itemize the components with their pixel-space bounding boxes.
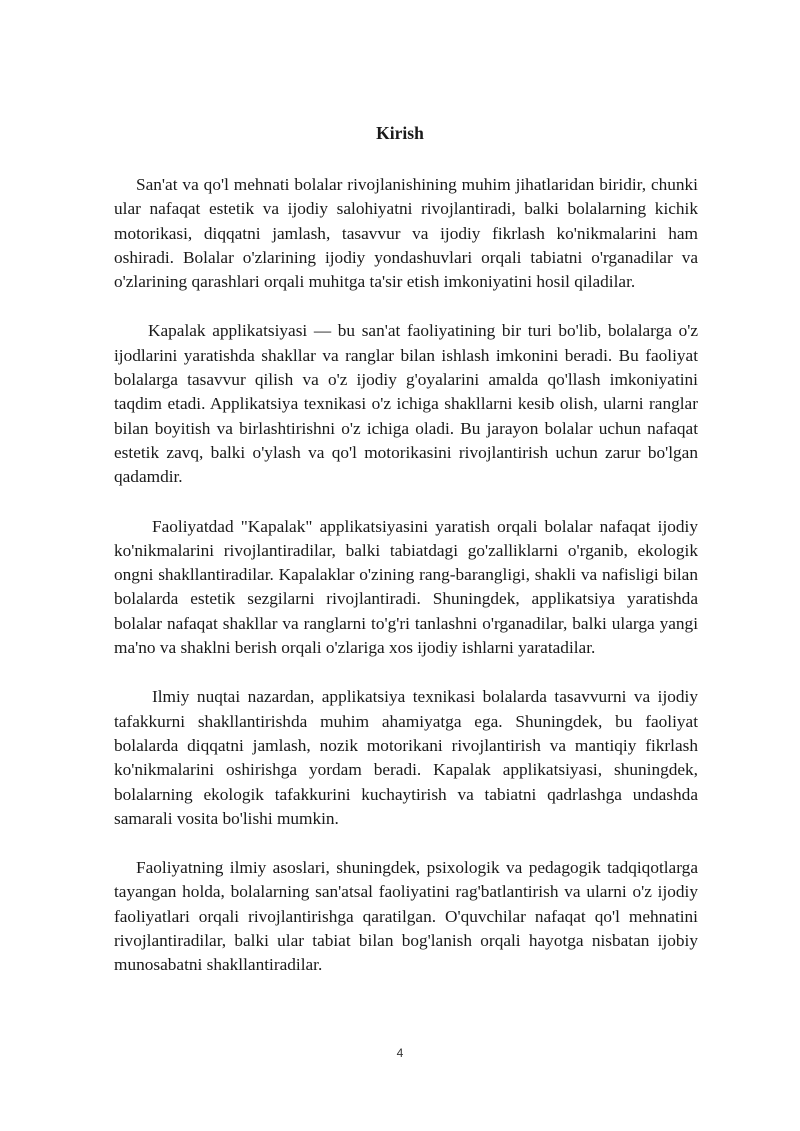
paragraph-5: Faoliyatning ilmiy asoslari, shuningdek, psixologik va pedagogik tadqiqotlarga tayangan holda, bolalarning san'atsal faoliyatini rag'batlantirish va ularni o'z ijodiy faoliyatlari orqali rivojlantirishga qaratilgan. O'quvchilar nafaqat qo'l mehnatini rivojlantiradilar, balki ular tabiat bilan bog'lanish orqali hayotga nisbatan ijobiy munosabatni shakllantiradilar. xyxy=(114,858,698,975)
paragraph-4: Ilmiy nuqtai nazardan, applikatsiya texnikasi bolalarda tasavvurni va ijodiy tafakkurni shakllantirishda muhim ahamiyatga ega. Shuningdek, bu faoliyat bolalarda diqqatni jamlash, nozik motorikani rivojlantirish va mantiqiy fikrlash ko'nikmalarini oshirishga yordam beradi. Kapalak applikatsiyasi, shuningdek, bolalarning ekologik tafakkurini kuchaytirish va tabiatni qadrlashga undashda samarali vosita bo'lishi mumkin. xyxy=(114,687,698,828)
paragraph-2: Kapalak applikatsiyasi — bu san'at faoliyatining bir turi bo'lib, bolalarga o'z ijodlarini yaratishda shakllar va ranglar bilan ishlash imkonini beradi. Bu faoliyat bolalarga tasavvur qilish va o'z ijodiy g'oyalarini amalda qo'llash imkoniyatini taqdim etadi. Applikatsiya texnikasi o'z ichiga shakllarni kesib olish, ularni ranglar bilan boyitish va birlashtirishni o'z ichiga oladi. Bu jarayon bolalar uchun nafaqat estetik zavq, balki o'ylash va qo'l motorikasini rivojlantirish uchun zarur bo'lgan qadamdir. xyxy=(114,321,698,487)
paragraph-1: San'at va qo'l mehnati bolalar rivojlanishining muhim jihatlaridan biridir, chunki ular nafaqat estetik va ijodiy salohiyatni rivojlantiradi, balki bolalarning kichik motorikasi, diqqatni jamlash, tasavvur va ijodiy fikrlash ko'nikmalarini ham oshiradi. Bolalar o'zlarining ijodiy yondashuvlari orqali tabiatni o'rganadilar va o'zlarining qarashlari orqali muhitga ta'sir etish imkoniyatini hosil qiladilar. xyxy=(114,175,698,292)
page-title: Kirish xyxy=(376,123,424,143)
body-text xyxy=(114,173,698,1003)
paragraph-3: Faoliyatdad "Kapalak" applikatsiyasini yaratish orqali bolalar nafaqat ijodiy ko'nikmalarini rivojlantiradilar, balki tabiatdagi go'zalliklarni o'rganib, ekologik ongni shakllantiradilar. Kapalaklar o'zining rang-barangligi, shakli va nafisligi bilan bolalarda estetik sezgilarni rivojlantiradi. Shuningdek, applikatsiya yaratishda bolalar nafaqat shakllar va ranglarni to'g'ri tanlashni o'rganadilar, balki ularga yangi ma'no va shaklni berish orqali o'zlariga xos ijodiy ishlarni yaratadilar. xyxy=(114,516,698,658)
page-number: 4 xyxy=(396,1046,404,1060)
